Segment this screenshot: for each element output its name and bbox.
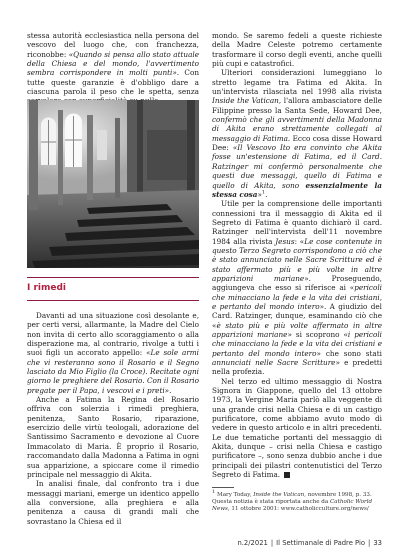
section-heading-bar xyxy=(27,277,199,301)
footnote-ref: 1 xyxy=(261,189,266,196)
page-number: 33 xyxy=(373,539,382,547)
issue-number: n.2/2021 xyxy=(237,539,268,547)
right-column xyxy=(212,31,382,480)
paragraph: In analisi finale, dal confronto tra i due messaggi mariani, emerge un identico appello alla conversione, alla preghiera e alla penitenza a causa di grandi mali che sovrastano la Chiesa ed il xyxy=(27,479,199,526)
church-interior-photo xyxy=(27,100,199,268)
section-title: I rimedi xyxy=(27,283,67,293)
left-column-bottom xyxy=(27,311,199,526)
footnote-rule xyxy=(212,487,234,488)
left-column-top xyxy=(27,31,199,106)
paragraph: Ulteriori considerazioni lumeggiano lo stretto legame tra Fatima ed Akita. In un'intervista rilasciata nel 1998 alla rivista Inside the Vatican, l'allora ambasciatore delle Filippine presso la Santa Sede, Howard Dee, confermò che gli avvertimenti della Madonna di Akita erano strettamente collegati al messaggio di Fatima. Ecco cosa disse Howard Dee: «Il Vescovo Ito era convinto che Akita fosse un'estensione di Fatima, ed il Card. Ratzinger mi confermò personalmente che questi due messaggi, quello di Fatima e quello di Akita, sono essenzialmente la stessa cosa»$^1$. xyxy=(212,68,383,199)
paragraph: stessa autorità ecclesiastica nella persona del vescovo del luogo che, con franchezza, riconobbe: «Quando si pensa allo stato attuale della Chiesa e del mondo, l'avvertimento sembra corrispondere in molti punti». Con tutte queste garanzie è d'obbligo dare a ciascuna parola il peso che le spetta, senza xyxy=(27,31,199,97)
separator: | xyxy=(270,539,274,547)
paragraph: Anche a Fatima la Regina del Rosario offriva con solerzia i rimedi preghiera, penitenza, Santo Rosario, riparazione, esercizio delle virtù teologali, adorazione del Santissimo Sacramento e devozione al Cuore Immacolato di Maria. È proprio il Rosario, raccomandato dalla Madonna a Fatima in ogni sua apparizione, a spiccare come il rimedio principale nel messaggio di Akita. xyxy=(27,395,199,479)
publication-name: Il Settimanale di Padre Pio xyxy=(276,539,366,547)
separator: | xyxy=(368,539,371,547)
paragraph: Nel terzo ed ultimo messaggio di Nostra Signora in Giappone, quello del 13 ottobre 1973, la Vergine Maria parlò alla veggente di una grande crisi nella Chiesa e di un castigo purificatore, come abbiamo avuto modo di vedere in questo articolo e in altri precedenti. Le due tematiche portanti del messaggio di Akita, dunque – crisi nella Chiesa e castigo purificatore –, sono senza dubbio anche i due principali dei pilastri contenutistici del Terzo Segreto di Fatima. xyxy=(212,376,382,480)
footnote: $^1$ Mary Today, Inside the Vatican, novembre 1998, p. 33. Questa notizia è stata riportata anche da Catholic World News, 11 ottobre 2001: www.catholicculture.org/news/ xyxy=(212,489,373,513)
page-footer xyxy=(237,539,382,547)
end-of-article-mark xyxy=(284,472,290,478)
paragraph: Davanti ad una situazione così desolante e, per certi versi, allarmante, la Madre del Cielo non invita di certo allo scoraggiamento o alla disperazione ma, al contrario, rivolge a tutti i suoi figli un accorato appello: «Le sole armi che vi resteranno sono il Rosario e il Segno lasciato da Mio Figlio (la Croce). Recitate ogni giorno le preghiere del Rosario. Con il Rosario pregate per il Papa, i vescovi e i preti». xyxy=(27,311,200,395)
paragraph: Utile per la comprensione delle importanti connessioni tra il messaggio di Akita ed il Segreto di Fatima è quanto dichiarò il card. Ratzinger nell'intervista dell'11 novembre 1984 alla rivista Jesus: «Le cose contenute in questo Terzo Segreto corrispondono a ciò che è stato annunciato nelle Sacre Scritture ed è stato affermato più e più volte in altre apparizioni mariane». Proseguendo, aggiungeva che esso si riferisce ai «pericoli che minacciano la fede e la vita dei cristiani, e pertanto del mondo intero». A giudizio del Card. Ratzinger, dunque, esaminando ciò che «è stato più e più volte affermato in altre apparizioni mariane» si scoprono «i pericoli che minacciano la fede e la vita dei cristiani e pertanto del mondo intero» che sono stati annunciati nelle Sacre Scritture» e predetti nella profezia. xyxy=(212,199,383,377)
paragraph: mondo. Se saremo fedeli a queste richieste della Madre Celeste potremo certamente trasformare il corso degli eventi, anche quelli più cupi e catastrofici. xyxy=(212,31,382,69)
